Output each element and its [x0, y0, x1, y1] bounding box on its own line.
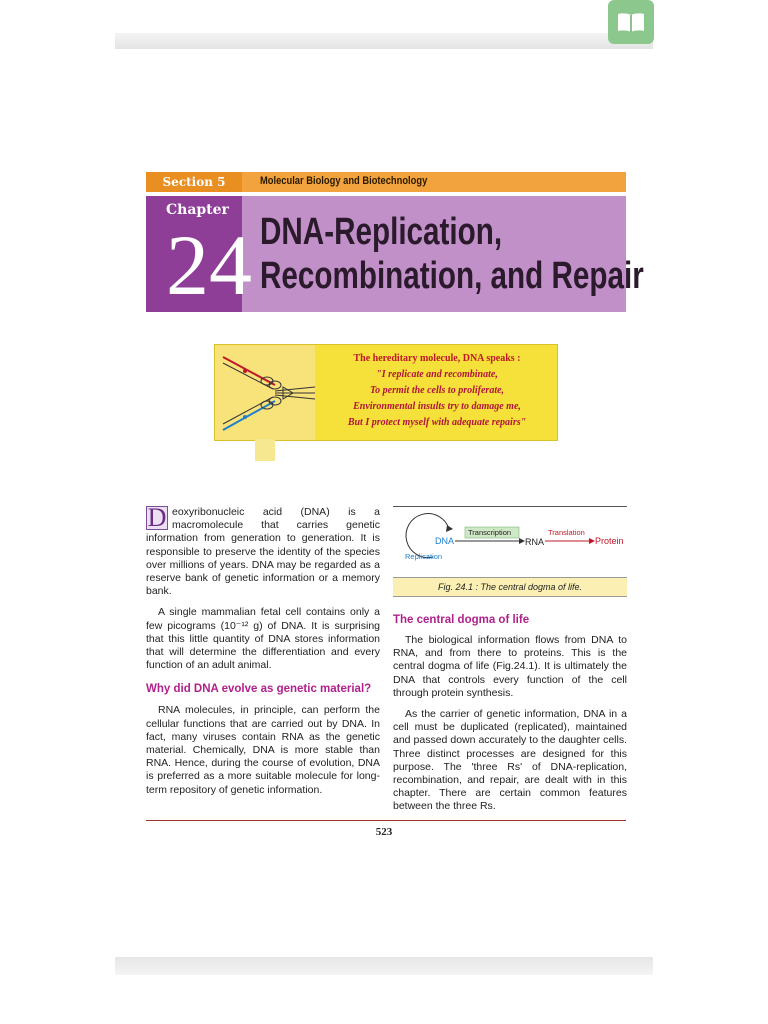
figure-caption: Fig. 24.1 : The central dogma of life. [393, 577, 627, 597]
central-dogma-figure [393, 506, 627, 604]
chapter-quote-box [214, 344, 558, 441]
quote-line: "I replicate and recombinate, [376, 369, 498, 380]
quote-heading: The hereditary molecule, DNA speaks : [353, 353, 521, 364]
quote-line: Environmental insults try to damage me, [353, 401, 521, 412]
chapter-header [146, 196, 644, 313]
section-band [146, 172, 626, 192]
open-book-icon [616, 10, 646, 34]
section-heading: The central dogma of life [393, 614, 530, 626]
dna-replication-illustration [215, 345, 315, 440]
translation-label: Translation [548, 528, 585, 537]
dna-label: DNA [435, 536, 455, 546]
chapter-number-box [146, 196, 252, 313]
paragraph: A single mammalian fetal cell contains only a few picograms (10⁻¹² g) of DNA. It is surprising that this little quantity of DNA stores information that will determine the differentiation and every function of an adult animal. [146, 606, 380, 672]
replication-label: Replication [405, 552, 443, 561]
quote-line: But I protect myself with adequate repairs" [347, 417, 527, 428]
section-label: Section 5 [146, 172, 242, 192]
viewer-top-bar [115, 33, 653, 49]
paragraph: As the carrier of genetic information, DNA in a cell must be duplicated (replicated), maintained and passed down accurately to the daughter cells. Three distinct processes are designed for this purpose. The 'three Rs' of DNA-replication, recombination, and repair, are dealt with in this chapter. There are certain common features between the three Rs. [393, 708, 627, 813]
quote-tab-decoration [255, 439, 275, 461]
viewer-bottom-bar [115, 957, 653, 975]
protein-label: Protein [595, 536, 624, 546]
section-title: Molecular Biology and Biotechnology [260, 175, 428, 187]
book-app-icon[interactable] [608, 0, 654, 44]
paragraph: RNA molecules, in principle, can perform the cellular functions that are carried out by DNA. In fact, many viruses contain RNA as the genetic material. Chemically, DNA is more stable than RNA. Hence, during the course of evolution, DNA is preferred as a more suitable molecule for long-term repository of genetic information. [146, 704, 380, 796]
chapter-number: 24 [166, 217, 252, 313]
page-number: 523 [375, 826, 393, 838]
paragraph: The biological information flows from DNA to RNA, and from there to proteins. This is the central dogma of life (Fig.24.1). It is ultimately the DNA that controls every function of the cell through protein synthesis. [393, 634, 627, 699]
quote-text [321, 351, 553, 431]
transcription-label: Transcription [468, 528, 512, 537]
right-column [393, 506, 627, 822]
footer-rule [146, 820, 626, 821]
drop-cap: D [147, 503, 167, 532]
left-column [146, 503, 380, 805]
chapter-title-line1: DNA-Replication, [260, 211, 503, 253]
chapter-word: Chapter [166, 202, 229, 218]
section-heading: Why did DNA evolve as genetic material? [146, 683, 372, 696]
chapter-title [260, 210, 644, 298]
quote-line: To permit the cells to proliferate, [369, 385, 505, 396]
chapter-title-line2: Recombination, and Repair [260, 255, 644, 297]
intro-paragraph: D eoxyribonucleic acid (DNA) is a macromolecule that carries genetic information from generation to generation. It is responsible to preserve the identity of the species over millions of years. DNA may be regarded as a reserve bank of genetic information or a memory bank. [146, 503, 380, 598]
rna-label: RNA [525, 537, 545, 547]
